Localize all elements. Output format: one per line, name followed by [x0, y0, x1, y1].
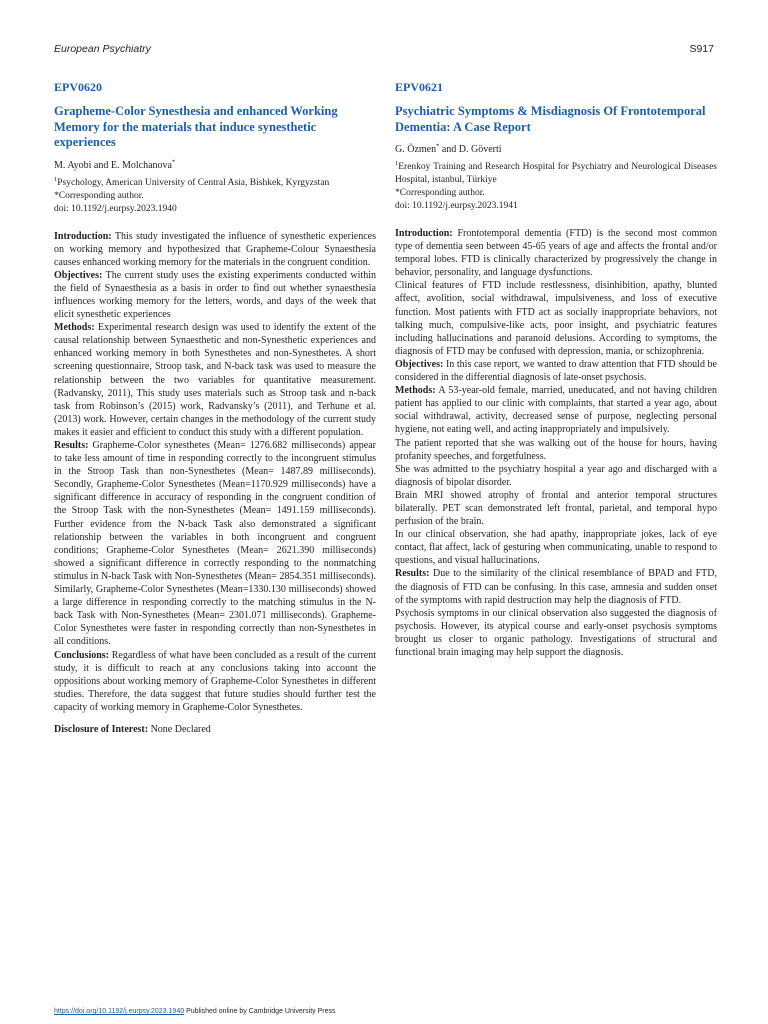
- paragraph: [395, 528, 717, 567]
- paragraph: [395, 358, 717, 384]
- section-label: Methods:: [395, 385, 436, 397]
- section-objectives: [54, 269, 376, 321]
- section-label: Objectives:: [54, 269, 103, 281]
- paragraph-text: A 53-year-old female, married, uneducated, and not having children patient has applied to our clinic with complaints, that started a year ago, about social withdrawal, activity, decreased sense of purpose, neglecting personal hygiene, not eating well, and acting inappropriately and impulsively.: [395, 385, 717, 436]
- paragraph-text: In this case report, we wanted to draw attention that FTD should be considered in the differential diagnosis of late-onset psychosis.: [395, 358, 717, 384]
- abstract-right: [395, 80, 717, 659]
- doi: doi: 10.1192/j.eurpsy.2023.1940: [54, 203, 177, 214]
- affiliation-number: 1: [395, 159, 399, 167]
- paragraph-text: She was admitted to the psychiatry hospital a year ago and discharged with a diagnosis of bipolar disorder.: [395, 463, 717, 488]
- affiliation: [54, 177, 376, 190]
- section-label: Results:: [54, 440, 89, 451]
- abstract-body: [54, 230, 376, 737]
- paragraph: [395, 567, 717, 606]
- affiliation-text: Psychology, American University of Central Asia, Bishkek, Kyrgyzstan: [57, 177, 330, 188]
- paragraph-text: In our clinical observation, she had apathy, inappropriate jokes, lack of eye contact, flat affect, lack of gesturing when communicating, unable to respond to questions, and visual hallucinations.: [395, 529, 717, 567]
- paragraph: [395, 607, 717, 659]
- publisher-note: Published online by Cambridge University Press: [184, 1008, 336, 1015]
- affiliation-text: Erenkoy Training and Research Hospital for Psychiatry and Neurological Diseases Hospital, istanbul, Türkiye: [395, 162, 717, 185]
- paragraph-text: Clinical features of FTD include restlessness, disinhibition, apathy, blunted affect, avolition, social withdrawal, impulsiveness, and loss of executive function. Most patients with FTD act as socially inappropriate behaviors, not talking much, compulsive-like acts, poor insight, and psychiatric features including hallucinations and paranoid delusions. According to symptoms, the diagnosis of FTD may be confused with depression, mania, or schizophrenia.: [395, 280, 717, 357]
- author-star: *: [171, 158, 176, 166]
- author-names: M. Ayobi and E. Molchanova: [54, 159, 172, 171]
- front-matter: [395, 161, 717, 213]
- disclosure-text: None Declared: [148, 723, 211, 735]
- abstract-code: EPV0621: [395, 80, 443, 94]
- section-label: Methods:: [54, 322, 95, 334]
- paragraph: [395, 437, 717, 463]
- paragraph-text: Due to the similarity of the clinical resemblance of BPAD and FTD, the diagnosis of FTD can be confusing. In this case, amnesia and sudden onset of the symptoms with rapid destruction may help the diagnosis of FTD.: [395, 568, 717, 606]
- section-label: Introduction:: [54, 230, 112, 242]
- abstract-title: Psychiatric Symptoms & Misdiagnosis Of Frontotemporal Dementia: A Case Report: [395, 104, 706, 134]
- abstract-code: EPV0620: [54, 80, 102, 94]
- section-conclusions: [54, 649, 376, 714]
- paragraph: [395, 384, 717, 436]
- front-matter: [54, 177, 376, 216]
- authors: [54, 159, 376, 172]
- paragraph: [395, 227, 717, 279]
- paragraph: [395, 463, 717, 489]
- section-text: The current study uses the existing experiments conducted within the field of Synaesthesia as a basis in order to find out whether synaesthesia influences working memory for the letters, words, and days of the week that elicit synesthetic experiences: [54, 269, 376, 321]
- author-first: G. Özmen: [395, 144, 437, 155]
- author-rest: and D. Göverti: [439, 144, 502, 155]
- paragraph: [395, 279, 717, 358]
- paragraph-text: Psychosis symptoms in our clinical observation also suggested the diagnosis of psychosis. However, its atypical course and early-onset psychosis symptoms brought us closer to organic pathology. Investigations of structural and functional brain imaging may help support the diagnosis.: [395, 607, 717, 658]
- section-text: Experimental research design was used to identify the extent of the causal relationship between Synaesthetic and non-Synesthetic experiences and enhanced working memory in both Synesthetes and non-Synesthetes. A short screening questionnaire, Stroop task, and N-back task was used to measure the relationship between the two variables for quantitative measurement. (Radvansky, 2011), This study uses materials such as Stroop task and n-back task from Robinson’s (2015) work, Radvansky’s (2011), and Terhune et al. (2013) work. However, certain changes in the methodology of the current study makes it easier and efficient to conduct this study with a different population.: [54, 322, 376, 438]
- affiliation-number: 1: [54, 175, 58, 183]
- abstract-title: Grapheme-Color Synesthesia and enhanced Working Memory for the materials that induce synesthetic experiences: [54, 104, 338, 149]
- section-text: Grapheme-Color synesthetes (Mean= 1276.682 milliseconds) appear to take less amount of time in responding correctly to the incongruent stimulus in the Stroop Task than non-Synesthetes (Mean= 1487.89 milliseconds). Secondly, Grapheme-Color Synesthetes (Mean=1170.929 milliseconds) have a significant difference in accuracy of responding in the congruent condition of the Stroop Task with the non-Synesthetes (Mean= 1491.159 milliseconds). Further evidence from the N-back Task also demonstrated a significant relationship between the variables in both incongruent and congruent conditions; Grapheme-Color Synesthetes (Mean= 2621.390 milliseconds) showed a significant difference in correctly responding to the nonmatching stimulus in N-back Task with Non-Synesthetes (Mean= 2854.351 milliseconds). Similarly, Grapheme-Color Synesthetes (Mean=1330.130 milliseconds) showed a large difference in responding correctly to the matching stimulus in the N-back Task with Non-Synesthetes (Mean= 2301.071 milliseconds). Grapheme-Color Synesthetes were faster in responding correctly than non-Synesthetes in all conditions.: [54, 440, 376, 648]
- section-label: Introduction:: [395, 228, 453, 239]
- section-text: Regardless of what have been concluded as a result of the current study, it is difficult to reach at any conclusions taking into account the oppositions about working memory of Grapheme-Color Synesthetes in different studies. Therefore, the data suggest that future studies should further test the capacity of working memory in Grapheme-Color Synesthetes.: [54, 649, 376, 713]
- section-results: [54, 439, 376, 649]
- paragraph: [395, 489, 717, 528]
- authors: [395, 143, 717, 156]
- section-label: Results:: [395, 568, 430, 580]
- paragraph-text: Frontotemporal dementia (FTD) is the second most common type of dementia seen between 45-65 years of age and affects the frontal and/or temporal lobes. FTD is clinically characterized by progressively the change in behavior, personality, and language dysfunctions.: [395, 228, 717, 279]
- affiliation: [395, 161, 717, 187]
- page-footer: [54, 1008, 335, 1015]
- section-methods: [54, 321, 376, 439]
- section-label: Objectives:: [395, 358, 444, 370]
- author-star: *: [436, 142, 440, 150]
- page-number: S917: [689, 43, 714, 55]
- section-introduction: [54, 230, 376, 269]
- doi-link[interactable]: https://doi.org/10.1192/j.eurpsy.2023.1940: [54, 1008, 185, 1015]
- disclosure: [54, 723, 376, 736]
- abstract-body: [395, 227, 717, 659]
- disclosure-label: Disclosure of Interest:: [54, 723, 149, 735]
- running-header: [54, 43, 714, 59]
- corresponding-author: *Corresponding author.: [54, 190, 144, 201]
- doi: doi: 10.1192/j.eurpsy.2023.1941: [395, 201, 518, 211]
- paragraph-text: Brain MRI showed atrophy of frontal and anterior temporal structures bilaterally. PET scan demonstrated left frontal, parietal, and temporal hypo perfusion of the brain.: [395, 489, 717, 528]
- corresponding-author: *Corresponding author.: [395, 188, 485, 198]
- journal-name: European Psychiatry: [54, 43, 151, 55]
- abstract-left: [54, 80, 376, 736]
- section-label: Conclusions:: [54, 649, 110, 661]
- paragraph-text: The patient reported that she was walking out of the house for hours, having profanity speeches, and forgetfulness.: [395, 437, 717, 462]
- section-text: This study investigated the influence of synesthetic experiences on working memory and hypothesized that Grapheme-Colour Synaesthesia causes enhanced working memory for the materials in the congruent condition.: [54, 230, 376, 268]
